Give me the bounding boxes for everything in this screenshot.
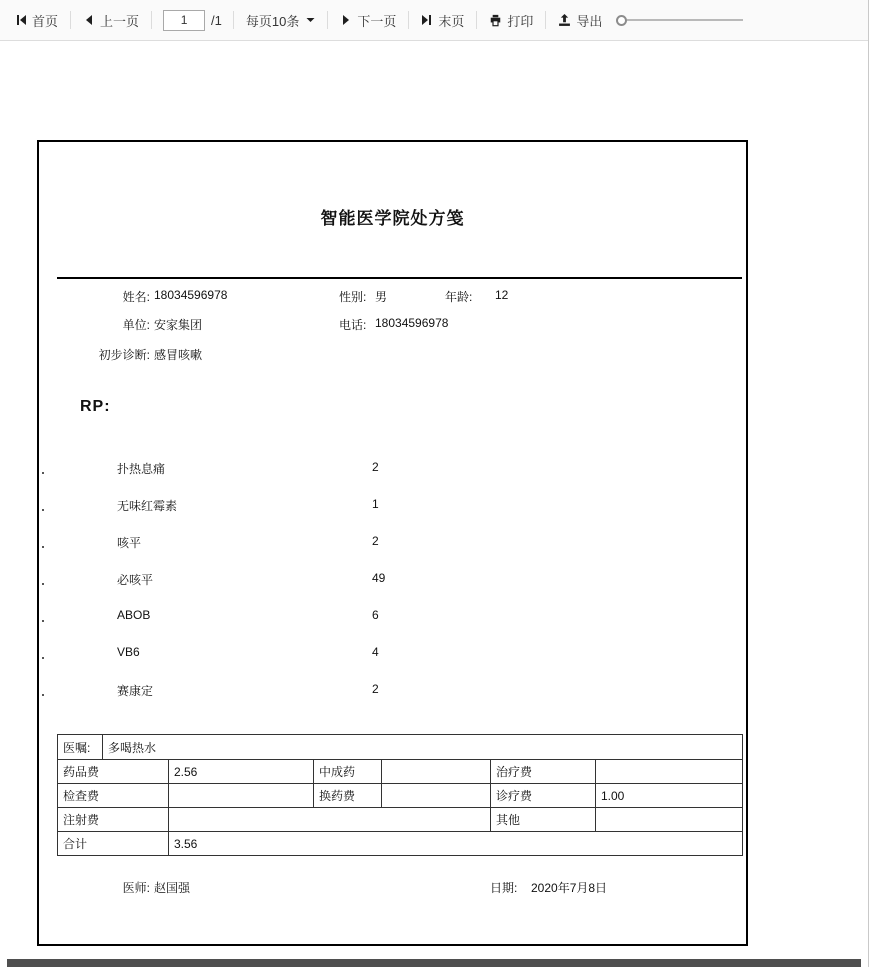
advice-row	[58, 735, 742, 759]
fee-value	[595, 808, 742, 831]
first-page-button[interactable]	[14, 9, 59, 32]
doctor-label: 医师:	[122, 881, 150, 895]
name-value: 18034596978	[154, 288, 228, 302]
medicine-row	[39, 497, 746, 515]
last-page-label: 末页	[438, 13, 465, 29]
medicine-row	[39, 608, 746, 626]
export-label: 导出	[576, 13, 603, 29]
doctor-value: 赵国强	[154, 881, 191, 895]
phone-value: 18034596978	[375, 316, 449, 330]
toolbar-divider	[476, 11, 477, 29]
fee-label: 注射费	[63, 813, 100, 827]
medicine-qty: 6	[372, 608, 379, 622]
export-button[interactable]	[557, 9, 603, 32]
fee-row	[58, 783, 742, 807]
unit-value: 安家集团	[154, 318, 203, 332]
list-dot-icon	[42, 472, 44, 474]
medicine-qty: 49	[372, 571, 386, 585]
medicine-qty: 2	[372, 682, 379, 696]
medicine-qty: 2	[372, 460, 379, 474]
first-page-icon	[15, 14, 27, 26]
medicine-qty: 4	[372, 645, 379, 659]
zoom-slider-track[interactable]	[627, 19, 743, 21]
advice-value: 多喝热水	[102, 735, 742, 759]
date-value: 2020年7月8日	[531, 881, 608, 895]
medicine-name: 咳平	[117, 536, 142, 550]
fee-value: 2.56	[168, 760, 313, 783]
phone-label: 电话:	[339, 318, 367, 332]
medicine-qty: 1	[372, 497, 379, 511]
prescription-page	[37, 140, 748, 946]
toolbar-divider	[327, 11, 328, 29]
prescription-title: 智能医学院处方笺	[320, 209, 465, 228]
prev-page-button[interactable]	[82, 9, 140, 32]
medicine-name: ABOB	[117, 608, 151, 622]
list-dot-icon	[42, 546, 44, 548]
medicine-row	[39, 682, 746, 700]
fee-value	[168, 808, 490, 831]
zoom-slider[interactable]	[616, 15, 743, 26]
toolbar-divider	[408, 11, 409, 29]
toolbar-divider	[151, 11, 152, 29]
medicine-row	[39, 645, 746, 663]
advice-label: 医嘱:	[63, 740, 91, 755]
fee-label: 检查费	[63, 789, 100, 803]
fee-table	[57, 734, 743, 856]
fee-label: 其他	[490, 808, 595, 831]
fee-row	[58, 807, 742, 831]
list-dot-icon	[42, 509, 44, 511]
diagnosis-label: 初步诊断:	[98, 348, 150, 362]
medicine-row	[39, 460, 746, 478]
last-page-icon	[421, 14, 433, 26]
unit-label: 单位:	[122, 318, 150, 332]
fee-row	[58, 759, 742, 783]
first-page-label: 首页	[32, 13, 59, 29]
preview-canvas	[0, 41, 868, 959]
fee-value	[168, 784, 313, 807]
fee-value: 1.00	[595, 784, 742, 807]
medicine-name: 扑热息痛	[117, 462, 166, 476]
medicine-name: 赛康定	[117, 684, 154, 698]
print-icon	[489, 14, 502, 27]
toolbar-divider	[70, 11, 71, 29]
list-dot-icon	[42, 694, 44, 696]
medicine-name: VB6	[117, 645, 140, 659]
zoom-slider-knob[interactable]	[616, 15, 627, 26]
rp-heading: RP:	[80, 398, 111, 415]
total-value: 3.56	[168, 832, 742, 855]
medicine-row	[39, 571, 746, 589]
next-page-button[interactable]	[339, 9, 397, 32]
gender-value: 男	[375, 290, 388, 304]
patient-info-row	[39, 316, 746, 332]
fee-value	[595, 760, 742, 783]
fee-label: 治疗费	[490, 760, 595, 783]
header-rule	[57, 277, 742, 279]
print-button[interactable]	[488, 9, 534, 32]
toolbar-divider	[233, 11, 234, 29]
fee-label: 中成药	[313, 760, 381, 783]
fee-label: 药品费	[63, 765, 100, 779]
page-size-label: 每页10条	[245, 13, 300, 29]
diagnosis-value: 感冒咳嗽	[154, 348, 203, 362]
medicine-name: 无味红霉素	[117, 499, 178, 513]
fee-label: 诊疗费	[490, 784, 595, 807]
page-size-dropdown[interactable]	[245, 9, 316, 32]
patient-info-row	[39, 346, 746, 362]
page-number-input[interactable]	[163, 10, 205, 31]
signature-row	[39, 879, 746, 895]
age-label: 年龄:	[445, 290, 473, 304]
total-row	[58, 831, 742, 855]
last-page-button[interactable]	[420, 9, 465, 32]
fee-label: 换药费	[313, 784, 381, 807]
list-dot-icon	[42, 583, 44, 585]
list-dot-icon	[42, 657, 44, 659]
fee-value	[381, 784, 490, 807]
next-page-icon	[340, 14, 352, 26]
prev-page-icon	[83, 14, 95, 26]
name-label: 姓名:	[122, 290, 150, 304]
export-icon	[558, 14, 571, 27]
dropdown-caret-icon	[306, 17, 315, 23]
fee-value	[381, 760, 490, 783]
total-label: 合计	[63, 837, 88, 851]
pager-toolbar	[0, 0, 868, 41]
list-dot-icon	[42, 620, 44, 622]
window-bottom-edge	[7, 959, 861, 967]
print-label: 打印	[507, 13, 534, 29]
toolbar-divider	[545, 11, 546, 29]
patient-info-row	[39, 288, 746, 304]
medicine-name: 必咳平	[117, 573, 154, 587]
prev-page-label: 上一页	[100, 13, 140, 29]
medicine-qty: 2	[372, 534, 379, 548]
age-value: 12	[495, 288, 509, 302]
medicine-row	[39, 534, 746, 552]
date-label: 日期:	[490, 881, 518, 895]
next-page-label: 下一页	[357, 13, 397, 29]
page-count-label: /1	[211, 12, 222, 28]
gender-label: 性别:	[339, 290, 367, 304]
